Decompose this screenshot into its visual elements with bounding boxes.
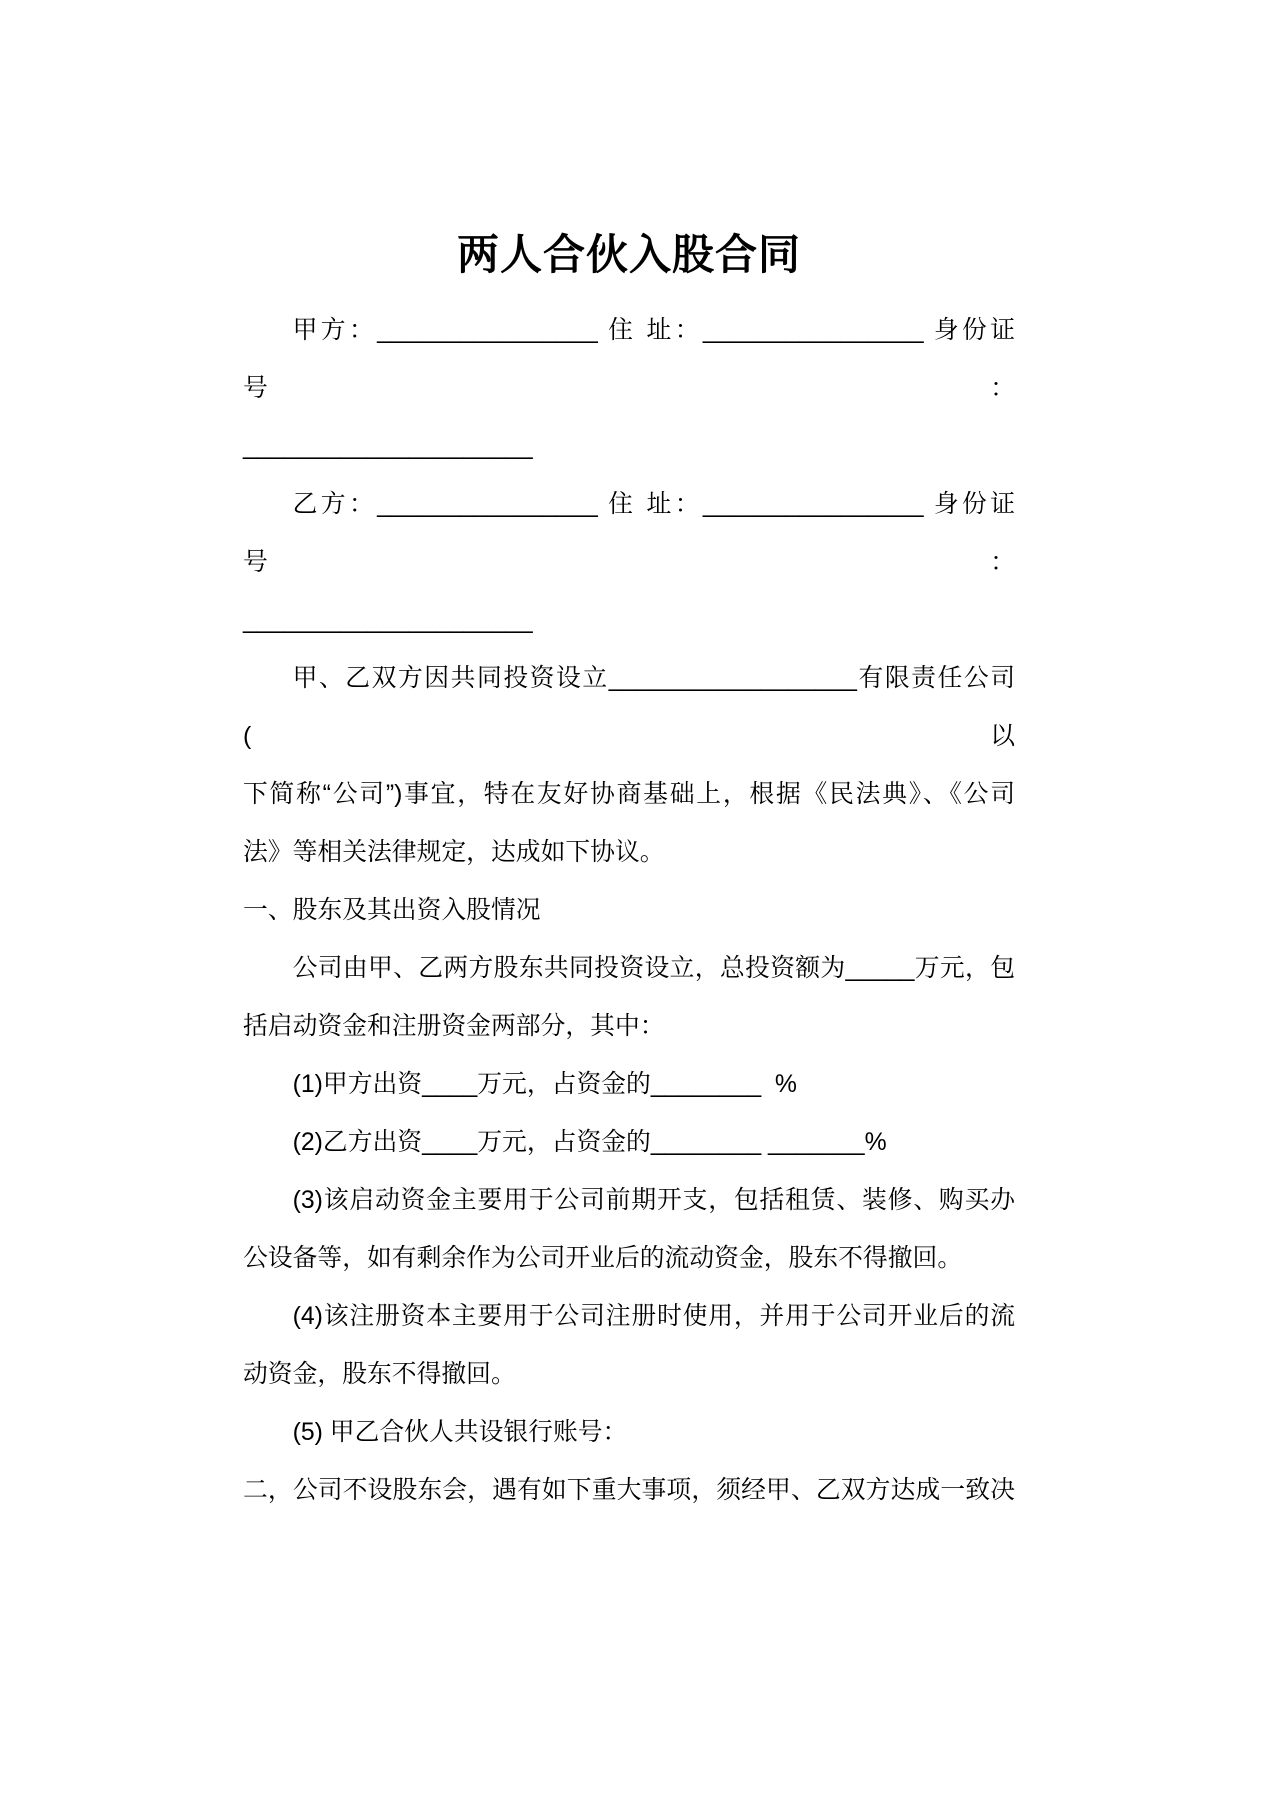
investment-total-line-2: 括启动资金和注册资金两部分，其中： (243, 1013, 665, 1040)
clause-5-bank-account: (5) 甲乙合伙人共设银行账号： (292, 1419, 628, 1446)
party-a-info-line: 甲方：________________ 住 址：________________ 身份证号： (243, 317, 1015, 402)
clause-4-line-1: (4)该注册资本主要用于公司注册时使用，并用于公司开业后的流 (292, 1303, 1015, 1330)
clause-3-line-2: 公设备等，如有剩余作为公司开业后的流动资金，股东不得撤回。 (243, 1245, 963, 1272)
clause-2-party-b-contribution: (2)乙方出资____万元，占资金的________ _______% (292, 1129, 887, 1156)
party-b-id-blank-line: _____________________ (243, 607, 533, 634)
clause-3-line-1: (3)该启动资金主要用于公司前期开支，包括租赁、装修、购买办 (292, 1187, 1015, 1214)
clause-4-line-2: 动资金，股东不得撤回。 (243, 1361, 516, 1388)
party-b-info-line: 乙方：________________ 住 址：________________ 身份证号： (243, 491, 1015, 576)
preamble-line-2: 下简称“公司”)事宜，特在友好协商基础上，根据《民法典》、《公司 (243, 781, 1015, 808)
party-a-id-blank-line: _____________________ (243, 433, 533, 460)
document-title: 两人合伙入股合同 (456, 231, 801, 278)
section-2-heading-line: 二，公司不设股东会，遇有如下重大事项，须经甲、乙双方达成一致决 (243, 1477, 1015, 1504)
section-1-heading: 一、股东及其出资入股情况 (243, 897, 541, 924)
document-body (243, 302, 1015, 1520)
preamble-line-1: 甲、乙双方因共同投资设立__________________有限责任公司(以 (243, 665, 1015, 750)
investment-total-line-1: 公司由甲、乙两方股东共同投资设立，总投资额为_____万元，包 (292, 955, 1015, 982)
clause-1-party-a-contribution: (1)甲方出资____万元，占资金的________ % (292, 1071, 797, 1098)
preamble-line-3: 法》等相关法律规定，达成如下协议。 (243, 839, 665, 866)
